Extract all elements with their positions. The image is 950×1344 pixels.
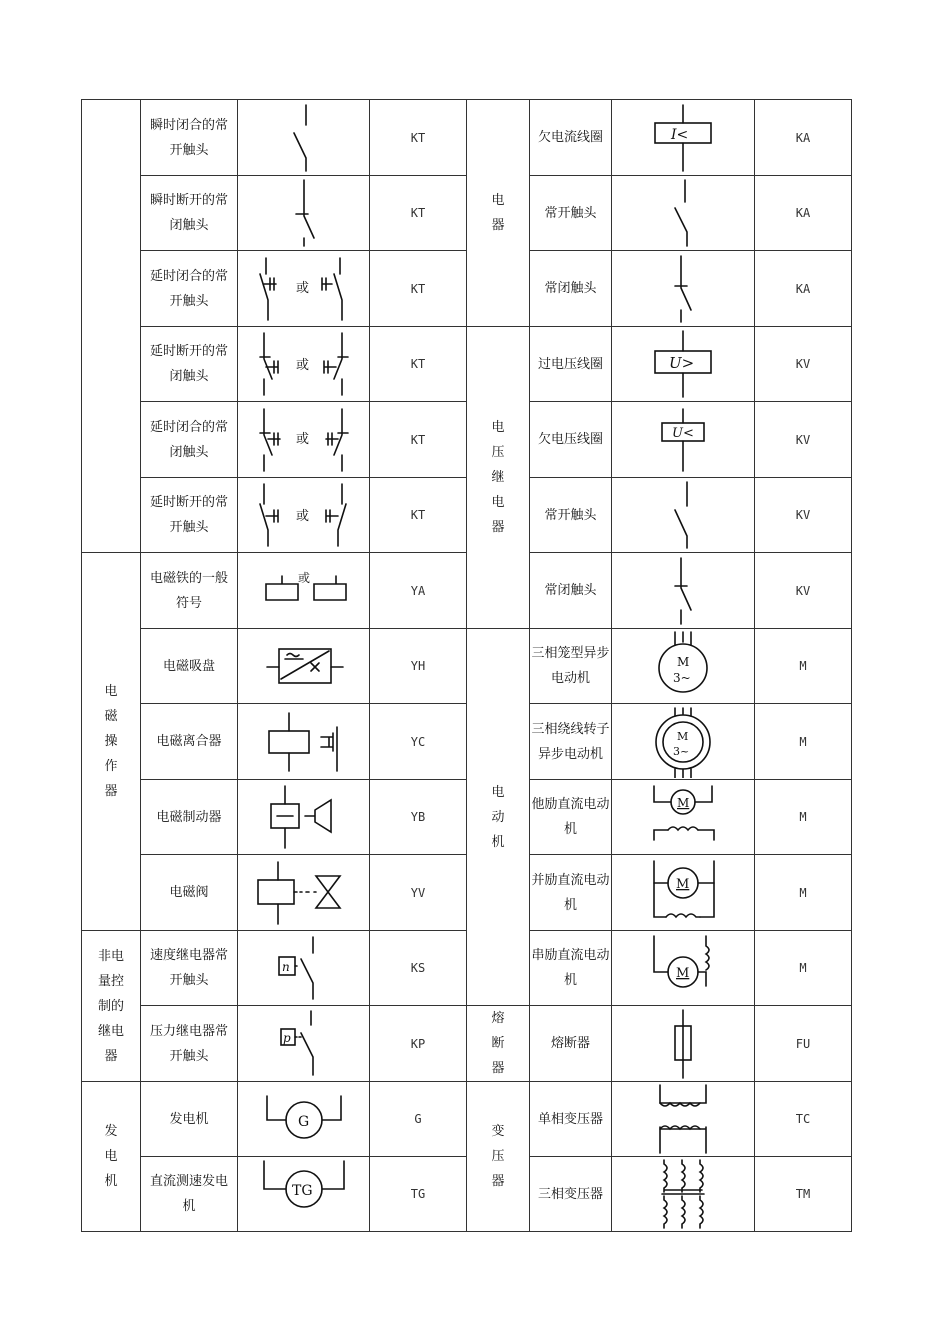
symbol-name: 欠电压线圈 — [530, 402, 612, 478]
symbol-code: KP — [370, 1006, 467, 1082]
symbol-name: 发电机 — [141, 1082, 238, 1157]
symbol-name: 速度继电器常开触头 — [141, 931, 238, 1006]
symbol-code: TM — [755, 1157, 852, 1232]
wound-rotor-motor-icon — [648, 706, 718, 778]
symbol-cell — [238, 1006, 370, 1082]
svg-text:M: M — [676, 876, 690, 892]
symbol-name: 延时断开的常开触头 — [141, 478, 238, 553]
symbol-code: KA — [755, 100, 852, 176]
symbol-name: 电磁铁的一般符号 — [141, 553, 238, 629]
symbol-cell — [238, 176, 370, 251]
symbol-code: KT — [370, 251, 467, 327]
undervoltage-coil-icon — [648, 405, 718, 475]
symbol-code: TC — [755, 1082, 852, 1157]
series-dc-motor-icon — [638, 932, 728, 1004]
separately-excited-dc-motor-icon — [638, 782, 728, 852]
svg-text:3~: 3~ — [673, 744, 690, 758]
magnetic-chuck-icon — [259, 631, 349, 701]
nc-contact-icon — [663, 254, 703, 324]
symbol-cell — [612, 1157, 755, 1232]
symbol-code: YV — [370, 855, 467, 931]
speed-relay-contact-icon — [269, 933, 339, 1003]
symbol-cell — [238, 780, 370, 855]
symbol-name: 常闭触头 — [530, 251, 612, 327]
symbol-cell — [238, 478, 370, 553]
symbol-code: KV — [755, 327, 852, 402]
symbol-cell — [612, 931, 755, 1006]
category-cell: 电压继电器 — [467, 327, 530, 629]
table-row — [82, 629, 852, 704]
delay-close-nc-contact-icon — [254, 405, 354, 475]
symbol-code: TG — [370, 1157, 467, 1232]
symbol-name: 直流测速发电机 — [141, 1157, 238, 1232]
symbol-cell — [238, 855, 370, 931]
symbol-name: 欠电流线圈 — [530, 100, 612, 176]
pressure-relay-contact-icon — [269, 1009, 339, 1079]
svg-text:U<: U< — [672, 425, 694, 441]
undercurrent-coil-icon — [648, 103, 718, 173]
category-cell: 变压器 — [467, 1082, 530, 1232]
delay-close-no-contact-icon — [254, 254, 354, 324]
category-cell: 发电机 — [82, 1082, 141, 1232]
symbol-name: 串励直流电动机 — [530, 931, 612, 1006]
generator-icon — [259, 1084, 349, 1154]
overvoltage-coil-icon — [643, 329, 723, 399]
symbol-name: 延时断开的常闭触头 — [141, 327, 238, 402]
symbol-code: G — [370, 1082, 467, 1157]
symbol-code: FU — [755, 1006, 852, 1082]
symbol-code: KT — [370, 478, 467, 553]
symbol-code: KT — [370, 176, 467, 251]
symbol-code: YC — [370, 704, 467, 780]
solenoid-valve-icon — [254, 858, 354, 928]
svg-text:G: G — [297, 1114, 309, 1130]
category-cell: 电器 — [467, 100, 530, 327]
symbol-cell — [238, 1157, 370, 1232]
symbol-name: 他励直流电动机 — [530, 780, 612, 855]
symbol-cell — [238, 1082, 370, 1157]
symbol-code: M — [755, 780, 852, 855]
symbol-name: 瞬时断开的常闭触头 — [141, 176, 238, 251]
symbol-name: 常开触头 — [530, 478, 612, 553]
symbol-cell — [612, 855, 755, 931]
symbol-name: 三相绕线转子异步电动机 — [530, 704, 612, 780]
electromagnet-icon — [254, 556, 354, 626]
nc-contact-icon — [663, 556, 703, 626]
svg-text:I<: I< — [671, 126, 689, 143]
magnetic-brake-icon — [259, 782, 349, 852]
symbol-cell — [238, 100, 370, 176]
fuse-icon — [663, 1008, 703, 1080]
symbol-name: 延时闭合的常闭触头 — [141, 402, 238, 478]
symbol-name: 过电压线圈 — [530, 327, 612, 402]
symbol-cell — [612, 780, 755, 855]
svg-text:n: n — [281, 960, 290, 974]
svg-text:或: 或 — [297, 570, 310, 585]
table-row — [82, 100, 852, 176]
symbol-code: KA — [755, 251, 852, 327]
symbol-code: KV — [755, 478, 852, 553]
symbol-cell — [238, 402, 370, 478]
symbol-cell — [612, 553, 755, 629]
symbol-name: 电磁阀 — [141, 855, 238, 931]
symbol-name: 三相笼型异步电动机 — [530, 629, 612, 704]
symbol-name: 三相变压器 — [530, 1157, 612, 1232]
symbol-code: M — [755, 855, 852, 931]
symbol-code: KT — [370, 327, 467, 402]
symbol-code: M — [755, 704, 852, 780]
symbol-table — [81, 99, 852, 1232]
table-row — [82, 327, 852, 402]
svg-text:M: M — [676, 966, 690, 981]
svg-text:3~: 3~ — [673, 671, 691, 685]
symbol-cell — [612, 1006, 755, 1082]
category-cell: 非电量控制的继电器 — [82, 931, 141, 1082]
squirrel-cage-motor-icon — [648, 630, 718, 702]
symbol-name: 电磁离合器 — [141, 704, 238, 780]
category-cell — [82, 100, 141, 553]
symbol-cell — [612, 251, 755, 327]
symbol-cell — [238, 553, 370, 629]
magnetic-clutch-icon — [259, 707, 349, 777]
symbol-code: KV — [755, 402, 852, 478]
svg-text:或: 或 — [295, 280, 309, 296]
tachogenerator-icon — [254, 1159, 354, 1229]
symbol-name: 常开触头 — [530, 176, 612, 251]
symbol-cell — [238, 251, 370, 327]
symbol-name: 并励直流电动机 — [530, 855, 612, 931]
symbol-code: YB — [370, 780, 467, 855]
svg-text:U>: U> — [669, 354, 695, 372]
symbol-name: 延时闭合的常开触头 — [141, 251, 238, 327]
symbol-cell — [238, 327, 370, 402]
instant-nc-contact-icon — [284, 178, 324, 248]
symbol-cell — [612, 629, 755, 704]
symbol-code: KT — [370, 100, 467, 176]
table-row — [82, 1006, 852, 1082]
category-cell: 熔断器 — [467, 1006, 530, 1082]
category-cell: 电磁操作器 — [82, 553, 141, 931]
symbol-code: KA — [755, 176, 852, 251]
svg-text:p: p — [282, 1030, 291, 1045]
symbol-cell — [238, 704, 370, 780]
symbol-name: 电磁吸盘 — [141, 629, 238, 704]
symbol-name: 常闭触头 — [530, 553, 612, 629]
delay-open-nc-contact-icon — [254, 329, 354, 399]
table-row — [82, 1082, 852, 1157]
symbol-code: KT — [370, 402, 467, 478]
symbol-code: M — [755, 629, 852, 704]
symbol-cell — [612, 704, 755, 780]
symbol-cell — [612, 402, 755, 478]
symbol-cell — [612, 1082, 755, 1157]
symbol-code: KS — [370, 931, 467, 1006]
symbol-name: 瞬时闭合的常开触头 — [141, 100, 238, 176]
symbol-cell — [612, 176, 755, 251]
symbol-code: M — [755, 931, 852, 1006]
svg-text:或: 或 — [295, 431, 309, 447]
symbol-name: 电磁制动器 — [141, 780, 238, 855]
symbol-cell — [612, 478, 755, 553]
svg-text:TG: TG — [291, 1183, 313, 1199]
symbol-cell — [238, 931, 370, 1006]
svg-text:M: M — [677, 796, 690, 810]
svg-text:或: 或 — [295, 509, 309, 524]
three-phase-transformer-icon — [648, 1158, 718, 1230]
symbol-name: 熔断器 — [530, 1006, 612, 1082]
symbol-code: KV — [755, 553, 852, 629]
symbol-cell — [238, 629, 370, 704]
single-phase-transformer-icon — [648, 1083, 718, 1155]
symbol-name: 压力继电器常开触头 — [141, 1006, 238, 1082]
delay-open-no-contact-icon — [254, 480, 354, 550]
category-cell: 电动机 — [467, 629, 530, 1006]
symbol-cell — [612, 327, 755, 402]
svg-text:或: 或 — [295, 358, 309, 373]
svg-text:M: M — [677, 729, 689, 743]
no-contact-icon — [663, 178, 703, 248]
no-contact-icon — [663, 480, 703, 550]
symbol-name: 单相变压器 — [530, 1082, 612, 1157]
symbol-cell — [612, 100, 755, 176]
shunt-dc-motor-icon — [638, 857, 728, 929]
symbol-code: YH — [370, 629, 467, 704]
symbol-code: YA — [370, 553, 467, 629]
instant-no-contact-icon — [284, 103, 324, 173]
svg-text:M: M — [677, 655, 690, 669]
